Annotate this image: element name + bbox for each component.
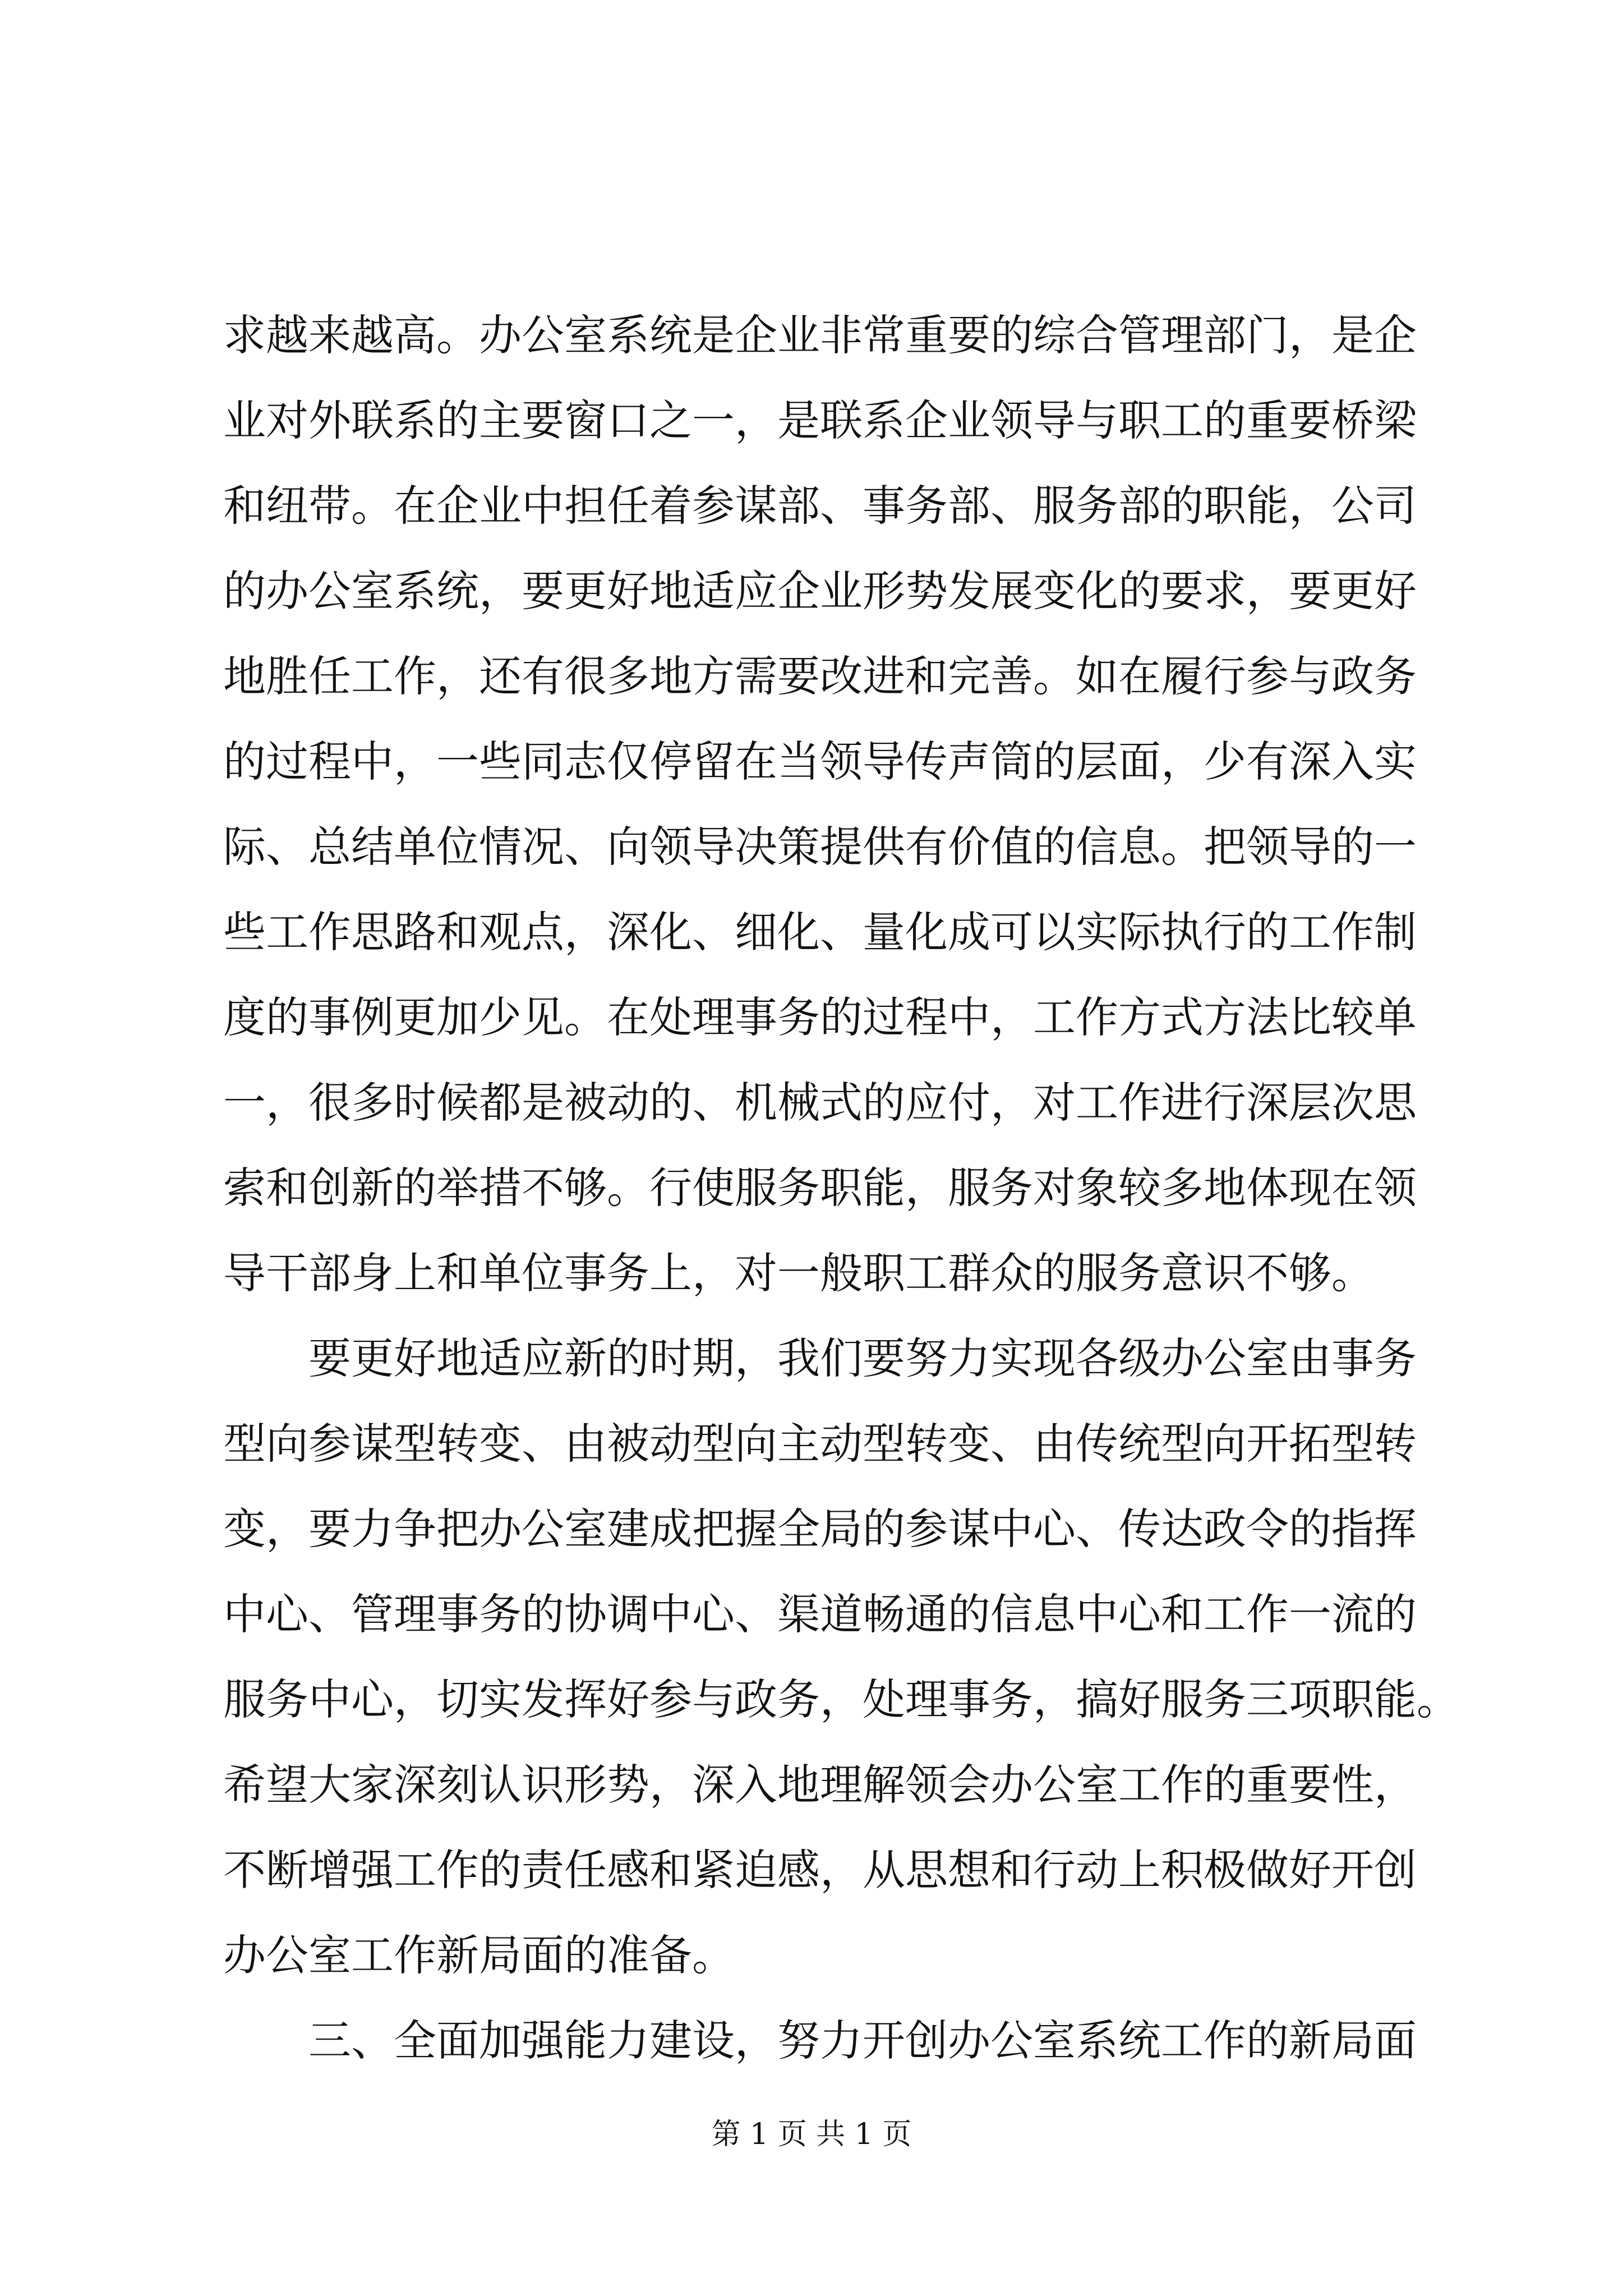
paragraph-line-12: 导干部身上和单位事务上，对一般职工群众的服务意识不够。 — [223, 1248, 1374, 1298]
paragraph-line-15: 变，要力争把办公室建成把握全局的参谋中心、传达政令的指挥 — [223, 1504, 1417, 1554]
paragraph-line-3: 和纽带。在企业中担任着参谋部、事务部、服务部的职能，公司 — [223, 481, 1417, 531]
paragraph-line-11: 索和创新的举措不够。行使服务职能，服务对象较多地体现在领 — [223, 1163, 1417, 1213]
paragraph-line-2: 业对外联系的主要窗口之一，是联系企业领导与职工的重要桥梁 — [223, 395, 1417, 445]
paragraph-line-20: 办公室工作新局面的准备。 — [223, 1930, 735, 1980]
paragraph-line-14: 型向参谋型转变、由被动型向主动型转变、由传统型向开拓型转 — [223, 1419, 1417, 1469]
paragraph-line-5: 地胜任工作，还有很多地方需要改进和完善。如在履行参与政务 — [223, 651, 1417, 701]
paragraph-line-13: 要更好地适应新的时期，我们要努力实现各级办公室由事务 — [308, 1333, 1417, 1383]
paragraph-line-6: 的过程中，一些同志仅停留在当领导传声筒的层面，少有深入实 — [223, 737, 1417, 786]
paragraph-line-17: 服务中心，切实发挥好参与政务，处理事务，搞好服务三项职能。 — [223, 1674, 1459, 1724]
paragraph-line-8: 些工作思路和观点，深化、细化、量化成可以实际执行的工作制 — [223, 907, 1417, 957]
paragraph-line-4: 的办公室系统，要更好地适应企业形势发展变化的要求，要更好 — [223, 566, 1417, 616]
paragraph-line-9: 度的事例更加少见。在处理事务的过程中，工作方式方法比较单 — [223, 992, 1417, 1042]
paragraph-line-19: 不断增强工作的责任感和紧迫感，从思想和行动上积极做好开创 — [223, 1845, 1417, 1895]
paragraph-line-10: 一，很多时候都是被动的、机械式的应付，对工作进行深层次思 — [223, 1078, 1417, 1128]
page-footer: 第 1 页 共 1 页 — [711, 2118, 912, 2151]
paragraph-line-18: 希望大家深刻认识形势，深入地理解领会办公室工作的重要性， — [223, 1760, 1417, 1810]
paragraph-line-16: 中心、管理事务的协调中心、渠道畅通的信息中心和工作一流的 — [223, 1589, 1417, 1639]
paragraph-line-7: 际、总结单位情况、向领导决策提供有价值的信息。把领导的一 — [223, 822, 1417, 872]
section-heading: 三、全面加强能力建设，努力开创办公室系统工作的新局面 — [308, 2016, 1417, 2065]
paragraph-line-1: 求越来越高。办公室系统是企业非常重要的综合管理部门，是企 — [223, 310, 1417, 360]
